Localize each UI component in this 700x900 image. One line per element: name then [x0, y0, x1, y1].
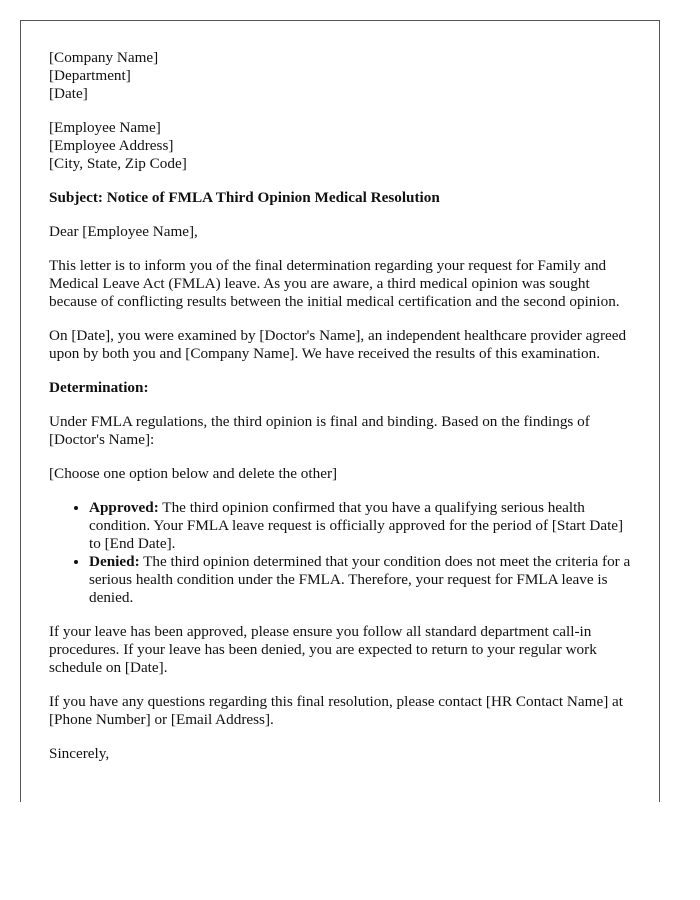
sender-department: [Department] — [49, 67, 131, 84]
signoff: Sincerely, — [49, 745, 110, 762]
options-list — [49, 499, 631, 607]
recipient-name: [Employee Name] — [49, 119, 161, 136]
option-approved — [89, 499, 631, 553]
sender-company: [Company Name] — [49, 49, 159, 66]
recipient-address: [Employee Address] — [49, 137, 174, 154]
contact-paragraph: If you have any questions regarding this final resolution, please contact [HR Contact Name] at [Phone Number] or [Email Address]. — [49, 693, 624, 728]
sender-block — [49, 49, 631, 103]
option-approved-label: Approved: — [89, 499, 159, 516]
letter-page — [20, 20, 660, 802]
option-approved-text: The third opinion confirmed that you have a qualifying serious health condition. Your FMLA leave request is officially approved for the period of [Start Date] to [End Date]. — [89, 499, 624, 552]
recipient-block — [49, 119, 631, 173]
salutation: Dear [Employee Name], — [49, 223, 198, 240]
determination-intro: Under FMLA regulations, the third opinion is final and binding. Based on the findings of [Doctor's Name]: — [49, 413, 590, 448]
examination-paragraph: On [Date], you were examined by [Doctor's Name], an independent healthcare provider agreed upon by both you and [Company Name]. We have received the results of this examination. — [49, 327, 627, 362]
procedures-paragraph: If your leave has been approved, please ensure you follow all standard department call-in procedures. If your leave has been denied, you are expected to return to your regular work schedule on [Date]. — [49, 623, 597, 676]
option-denied-label: Denied: — [89, 553, 140, 570]
choose-option-note: [Choose one option below and delete the other] — [49, 465, 338, 482]
recipient-city-state-zip: [City, State, Zip Code] — [49, 155, 187, 172]
option-denied-text: The third opinion determined that your condition does not meet the criteria for a serious health condition under the FMLA. Therefore, your request for FMLA leave is denied. — [89, 553, 631, 606]
intro-paragraph: This letter is to inform you of the final determination regarding your request for Family and Medical Leave Act (FMLA) leave. As you are aware, a third medical opinion was sought because of conflicting results between the initial medical certification and the second opinion. — [49, 257, 620, 310]
subject-line: Subject: Notice of FMLA Third Opinion Medical Resolution — [49, 189, 440, 206]
determination-heading: Determination: — [49, 379, 149, 396]
sender-date: [Date] — [49, 85, 88, 102]
option-denied — [89, 553, 631, 607]
